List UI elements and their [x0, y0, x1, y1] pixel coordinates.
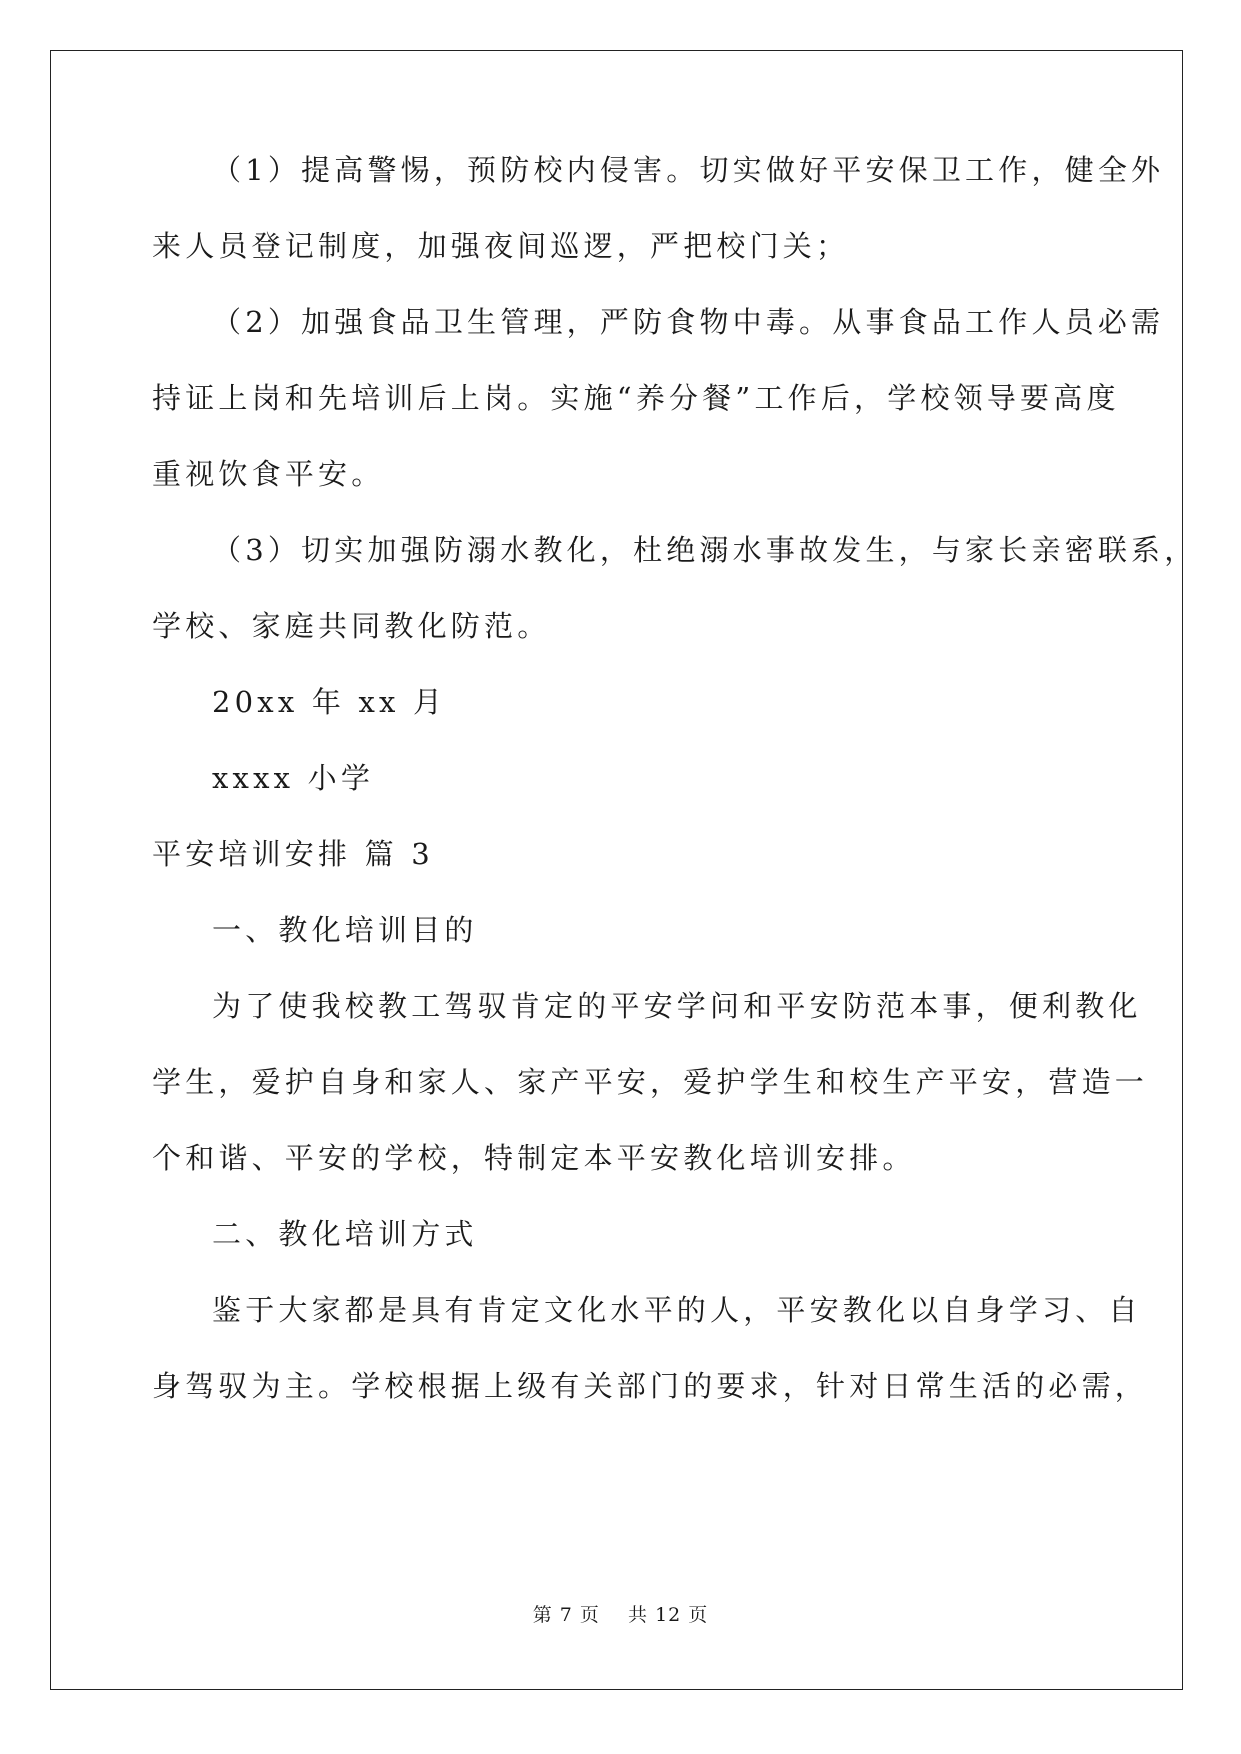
- date-line: 20xx 年 xx 月: [212, 685, 447, 719]
- paragraph-1-line-2: 来人员登记制度，加强夜间巡逻，严把校门关；: [152, 229, 850, 263]
- paragraph-method-line-1: 鉴于大家都是具有肯定文化水平的人，平安教化以自身学习、自: [212, 1293, 1142, 1327]
- subheading-method: 二、教化培训方式: [212, 1217, 478, 1251]
- school-name: xxxx 小学: [212, 761, 375, 795]
- section-heading: 平安培训安排 篇 3: [152, 837, 434, 871]
- page-number-footer: 第 7 页 共 12 页: [532, 1604, 709, 1626]
- paragraph-purpose-line-1: 为了使我校教工驾驭肯定的平安学问和平安防范本事，便利教化: [212, 989, 1142, 1023]
- paragraph-purpose-line-2: 学生，爱护自身和家人、家产平安，爱护学生和校生产平安，营造一: [152, 1065, 1149, 1099]
- paragraph-2-line-1: （2）加强食品卫生管理，严防食物中毒。从事食品工作人员必需: [212, 305, 1165, 339]
- paragraph-3-line-1: （3）切实加强防溺水教化，杜绝溺水事故发生，与家长亲密联系，: [212, 533, 1198, 567]
- paragraph-2-line-3: 重视饮食平安。: [152, 457, 385, 491]
- paragraph-1-line-1: （1）提高警惕，预防校内侵害。切实做好平安保卫工作，健全外: [212, 153, 1165, 187]
- subheading-purpose: 一、教化培训目的: [212, 913, 478, 947]
- paragraph-3-line-2: 学校、家庭共同教化防范。: [152, 609, 551, 643]
- paragraph-2-line-2: 持证上岗和先培训后上岗。实施“养分餐”工作后，学校领导要高度: [152, 381, 1120, 415]
- paragraph-purpose-line-3: 个和谐、平安的学校，特制定本平安教化培训安排。: [152, 1141, 916, 1175]
- paragraph-method-line-2: 身驾驭为主。学校根据上级有关部门的要求，针对日常生活的必需，: [152, 1369, 1149, 1403]
